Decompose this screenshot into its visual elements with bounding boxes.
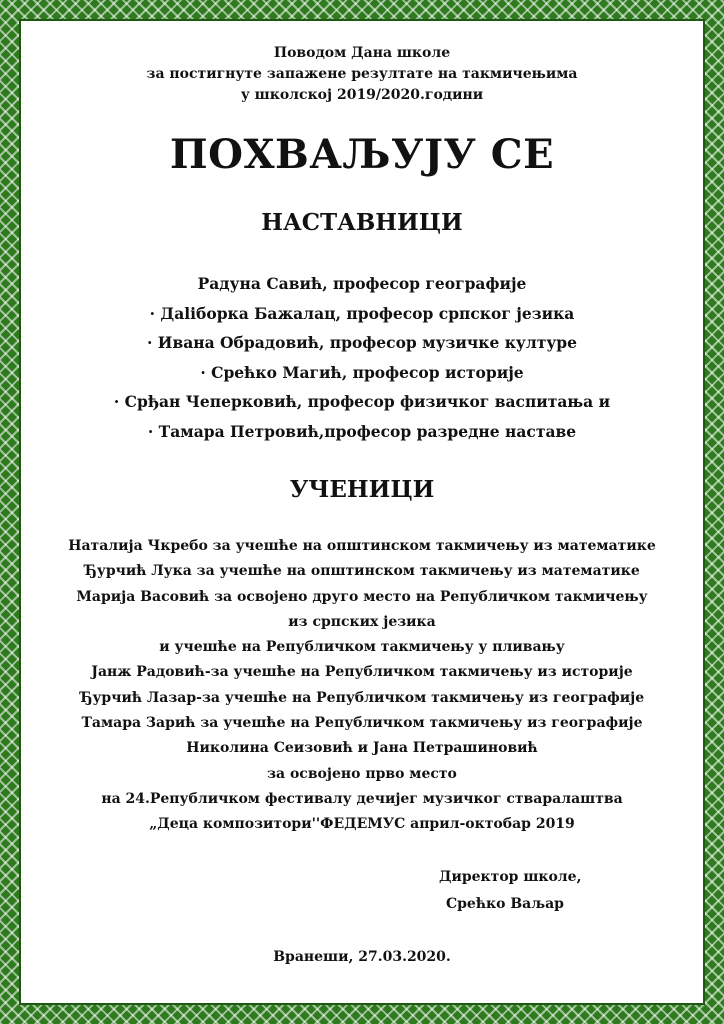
student-line: Николина Сеизовић и Јана Петрашиновић bbox=[186, 740, 538, 757]
teachers-list bbox=[21, 269, 703, 446]
teacher-item: · Ивана Обрадовић, професор музичке културе bbox=[147, 333, 577, 352]
teacher-item: · Срећко Магић, професор историје bbox=[200, 362, 524, 382]
teacher-item: · Тамара Петровић,професор разредне наставе bbox=[147, 421, 577, 441]
main-title: ПОХВАЉУЈУ СЕ bbox=[169, 131, 555, 178]
intro-line: за постигнуте запажене резултате на такмичењима bbox=[146, 66, 578, 82]
student-line: Марија Васовић за освојено друго место на Републичком такмичењу bbox=[76, 588, 648, 605]
place-date: Вранеши, 27.03.2020. bbox=[273, 949, 451, 965]
students-heading: УЧЕНИЦИ bbox=[289, 476, 435, 503]
content-area bbox=[21, 21, 703, 1003]
teachers-heading: НАСТАВНИЦИ bbox=[261, 209, 463, 236]
director-title: Директор школе, bbox=[439, 869, 582, 885]
intro-line: у школској 2019/2020.години bbox=[240, 87, 484, 103]
student-line: Тамара Зарић за учешће на Републичком такмичењу из географије bbox=[81, 715, 643, 732]
student-line: за освојено прво место bbox=[267, 765, 457, 782]
student-line: „Деца композитори''ФЕДЕМУС април-октобар 2019 bbox=[149, 816, 575, 833]
teacher-item: · Даliборка Бажалац, професор српског језика bbox=[149, 303, 575, 323]
student-line: Наталија Чкребо за учешће на општинском такмичењу из математике bbox=[68, 538, 656, 554]
student-line: на 24.Републичком фестивалу дечијег музичког стваралаштва bbox=[101, 790, 623, 807]
student-line: Ђурчић Лазар-за учешће на Републичком такмичењу из географије bbox=[79, 689, 645, 706]
student-line: и учешће на Републичком такмичењу у пливању bbox=[159, 639, 565, 656]
teacher-item: · Срђан Чеперковић, професор физичког васпитања и bbox=[113, 392, 611, 411]
student-line: Јанж Радовић-за учешће на Републичком такмичењу из историје bbox=[91, 664, 633, 681]
student-line: из српских језика bbox=[288, 613, 436, 630]
director-signature-block bbox=[439, 864, 581, 918]
director-name: Срећко Ваљар bbox=[446, 896, 564, 912]
intro-block bbox=[21, 43, 703, 106]
intro-line: Поводом Дана школе bbox=[273, 45, 451, 61]
student-line: Ђурчић Лука за учешће на општинском такмичењу из математике bbox=[84, 563, 640, 580]
students-list bbox=[21, 534, 703, 838]
teacher-item: Радуна Савић, професор географије bbox=[197, 274, 527, 293]
